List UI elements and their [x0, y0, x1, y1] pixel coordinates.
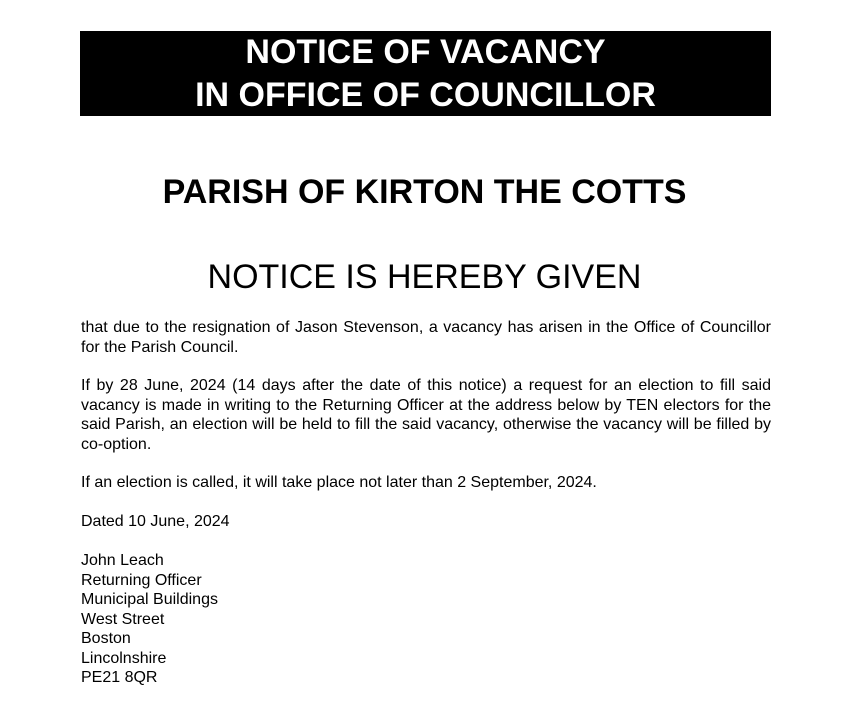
notice-given-heading: NOTICE IS HEREBY GIVEN — [207, 258, 642, 296]
address-line: Lincolnshire — [81, 649, 167, 667]
address-postcode: PE21 8QR — [81, 669, 158, 686]
signatory-name: John Leach — [81, 552, 164, 569]
notice-title-line-2: IN OFFICE OF COUNCILLOR — [195, 76, 656, 114]
returning-officer-address — [81, 551, 218, 688]
parish-heading: PARISH OF KIRTON THE COTTS — [162, 173, 687, 211]
notice-title-line-1: NOTICE OF VACANCY — [245, 33, 606, 71]
notice-title-banner — [80, 31, 771, 116]
election-date-paragraph: If an election is called, it will take place not later than 2 September, 2024. — [81, 474, 597, 491]
signatory-title: Returning Officer — [81, 571, 202, 589]
address-line: Municipal Buildings — [81, 591, 218, 608]
address-line: West Street — [81, 610, 165, 628]
election-request-paragraph: If by 28 June, 2024 (14 days after the date of this notice) a request for an election to fill said vacancy is made in writing to the Returning Officer at the address below by TEN electors for the said Parish, an election will be held to fill the said vacancy, otherwise the vacancy will be filled by co-option. — [81, 377, 771, 453]
vacancy-paragraph: that due to the resignation of Jason Stevenson, a vacancy has arisen in the Office of Councillor for the Parish Council. — [81, 319, 771, 356]
dated-line: Dated 10 June, 2024 — [81, 513, 230, 530]
address-line: Boston — [81, 630, 131, 647]
